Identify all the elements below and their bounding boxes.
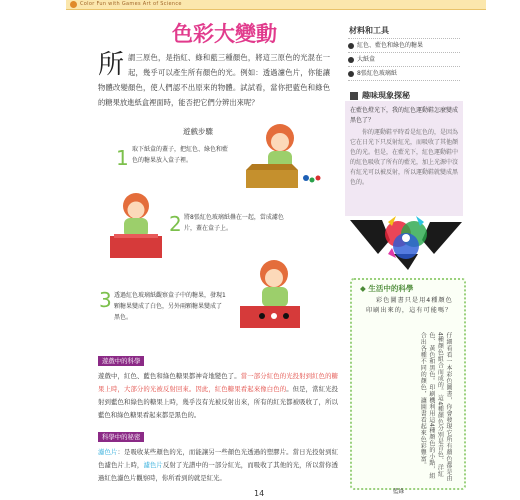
life-science-title: ◆ 生活中的科學	[360, 284, 414, 293]
materials-list	[348, 38, 460, 81]
bullet-icon	[348, 71, 354, 77]
header-logo-icon	[70, 1, 77, 8]
page-title: 色彩大變動	[172, 22, 277, 46]
science-in-game-text: 遊戲中，紅色、藍色和綠色糖果都神奇地變色了。當一部分紅色的光投射到紅色的糖果上時，大部分的光被反射回來。因此，紅色糖果看起來像白色的。但是，當紅光投射到藍色和綠色的糖果上時，幾乎沒有光被反射出來，所有的紅光都被吸收了，所以藍色和綠色糖果看起來都是黑色的。	[98, 372, 339, 419]
materials-item: 大紙盒	[348, 52, 460, 66]
life-science-intro: 彩色圖書只是用4種顏色印刷出來的，這有可能嗎？	[366, 297, 453, 314]
black-right-shape	[422, 222, 462, 254]
step-text: 透過紅色玻璃紙觀察盒子中的糖果，發現1顆糖果變成了白色，另外兩顆糖果變成了黑色。	[114, 292, 226, 321]
explore-question: 在藍色燈光下，我的紅色運動鞋怎麼變成黑色了？	[350, 107, 459, 124]
explore-answer: 你的運動鞋平時看是紅色的，是因為它在日光下只反射紅光，而吸收了其他顏色的光。但是，在藍光下，紅色運動鞋中的紅色吸收了所有的藍光，加上光源中沒有紅光可以被反射，所以運動鞋就變成黑色的。	[350, 129, 459, 186]
science-terms-text: 濾色片：是吸收某些顏色的光，而能讓另一些顏色光透過的塑膠片。當日光投射到紅色濾色片上時，濾色片反射了光譜中的一部分紅光，而吸收了其他的光，所以當你透過紅色濾色片觀察時，你所看到的就是紅光。	[98, 448, 339, 482]
step-number: 3	[99, 288, 112, 312]
step-number: 2	[169, 212, 182, 236]
step-text: 將8張紅色玻璃紙疊在一起，當成濾色片，蓋在盒子上。	[184, 214, 284, 232]
page-number: 14	[254, 489, 265, 498]
bullet-icon	[348, 57, 354, 63]
steps-title: 遊戲步驟	[183, 127, 213, 136]
life-science-footer: 藍綠	[393, 489, 405, 495]
intro-paragraph	[98, 50, 330, 110]
materials-title: 材料和工具	[349, 26, 389, 35]
materials-item: 8張紅色玻璃紙	[348, 66, 460, 81]
materials-item: 紅色、藍色和綠色的糖果	[348, 38, 460, 52]
square-icon	[350, 92, 358, 100]
intro-text: 謂三原色，是指紅、綠和藍三種顏色，將這三原色的光混在一起，幾乎可以產生所有顏色的光。例如：透過濾色片，你能讓物體改變顏色，使人們認不出原來的物體。試試看，當你把藍色和綠色的糖果放進紙盒裡面時，能否把它們分辨出來呢？	[98, 53, 330, 107]
white-center	[402, 234, 410, 242]
step2-illustration	[100, 190, 172, 270]
life-science-body: 仔細看看一本彩色圖書，你會發現它所有顏色都是由4種顏色組合而成的。這4種顏色分別是青色、洋紅色、黃色和黑色。印刷機利用這4種顏色的小點，組合出各種不同的顏色，讓圖書看起來色彩豐富。	[419, 332, 452, 482]
intro-dropcap: 所	[98, 50, 125, 80]
step1-illustration	[236, 120, 336, 202]
header-text: Color Fun with Games Art of Science	[80, 1, 182, 7]
step-text: 取下紙盒的蓋子，把紅色、綠色和藍色的糖果放入盒子裡。	[132, 146, 229, 164]
step3-illustration	[232, 258, 332, 338]
step-number: 1	[116, 146, 129, 170]
science-in-game-label: 遊戲中的科學	[98, 356, 144, 366]
explore-title: 趣味現象探秘	[350, 90, 410, 101]
bullet-icon	[348, 43, 354, 49]
science-terms-label: 科學中的秘密	[98, 432, 144, 442]
black-left-shape	[350, 220, 390, 254]
color-mixing-illustration	[348, 212, 464, 272]
